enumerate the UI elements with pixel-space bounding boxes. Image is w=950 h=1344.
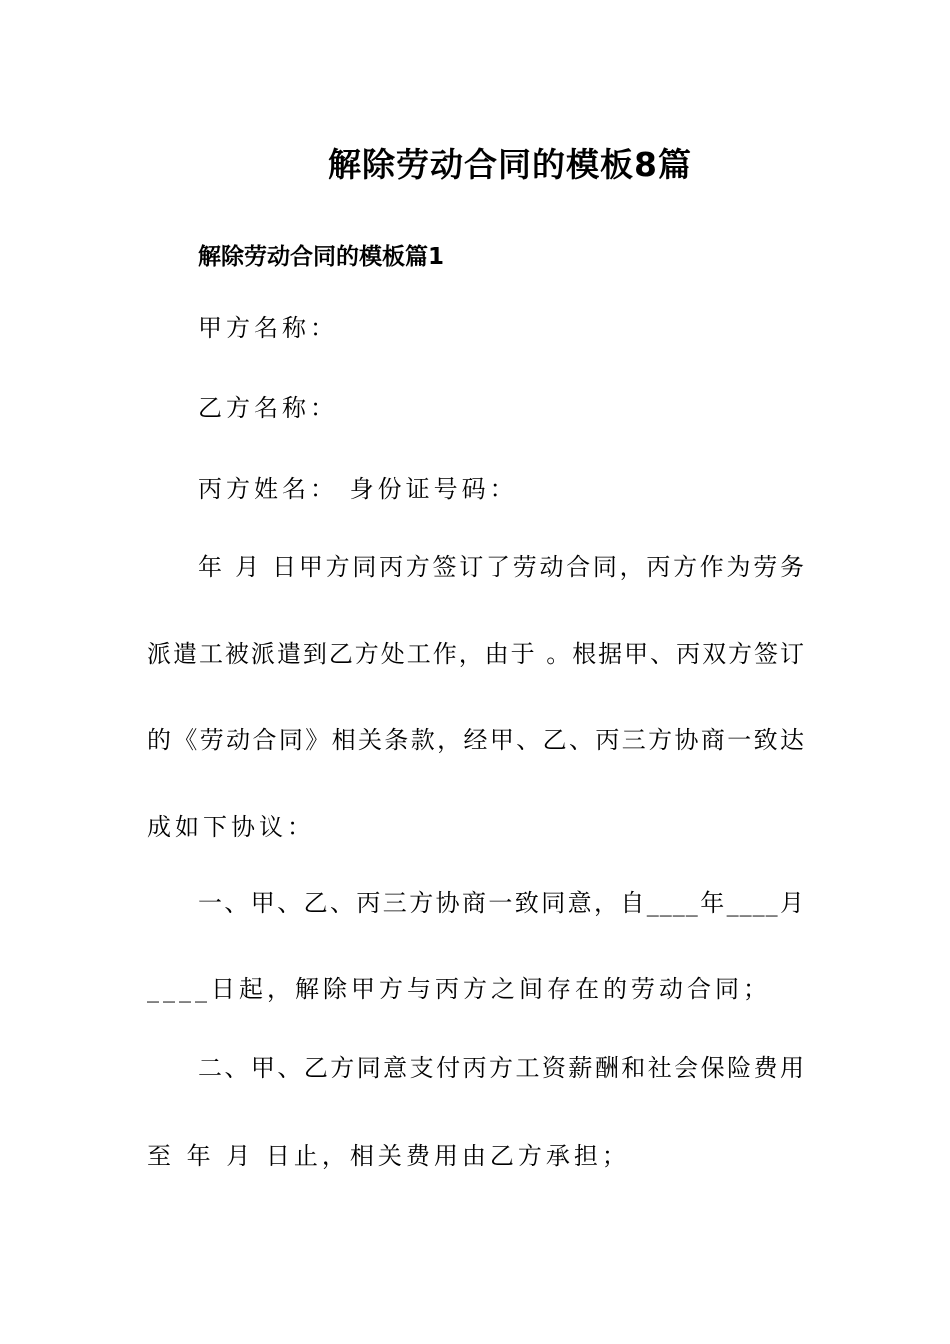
clause-one-line: ____日起，解除甲方与丙方之间存在的劳动合同； bbox=[147, 975, 771, 1003]
party-a-name-line: 甲方名称： bbox=[198, 314, 338, 342]
paragraph-line: 年 月 日甲方同丙方签订了劳动合同，丙方作为劳务 bbox=[198, 553, 805, 581]
party-c-name-id-line: 丙方姓名： 身份证号码： bbox=[198, 475, 518, 503]
section-heading: 解除劳动合同的模板篇1 bbox=[198, 244, 445, 270]
party-b-name-line: 乙方名称： bbox=[198, 394, 338, 422]
clause-two-line: 二、甲、乙方同意支付丙方工资薪酬和社会保险费用 bbox=[198, 1054, 805, 1082]
paragraph-line: 派遣工被派遣到乙方处工作，由于 。根据甲、丙双方签订 bbox=[147, 640, 805, 668]
paragraph-line: 的《劳动合同》相关条款，经甲、乙、丙三方协商一致达 bbox=[147, 726, 805, 754]
clause-one-line: 一、甲、乙、丙三方协商一致同意，自____年____月 bbox=[198, 889, 805, 917]
paragraph-line: 成如下协议： bbox=[147, 813, 315, 841]
clause-two-line: 至 年 月 日止，相关费用由乙方承担； bbox=[147, 1142, 630, 1170]
document-title: 解除劳动合同的模板8篇 bbox=[328, 145, 692, 184]
